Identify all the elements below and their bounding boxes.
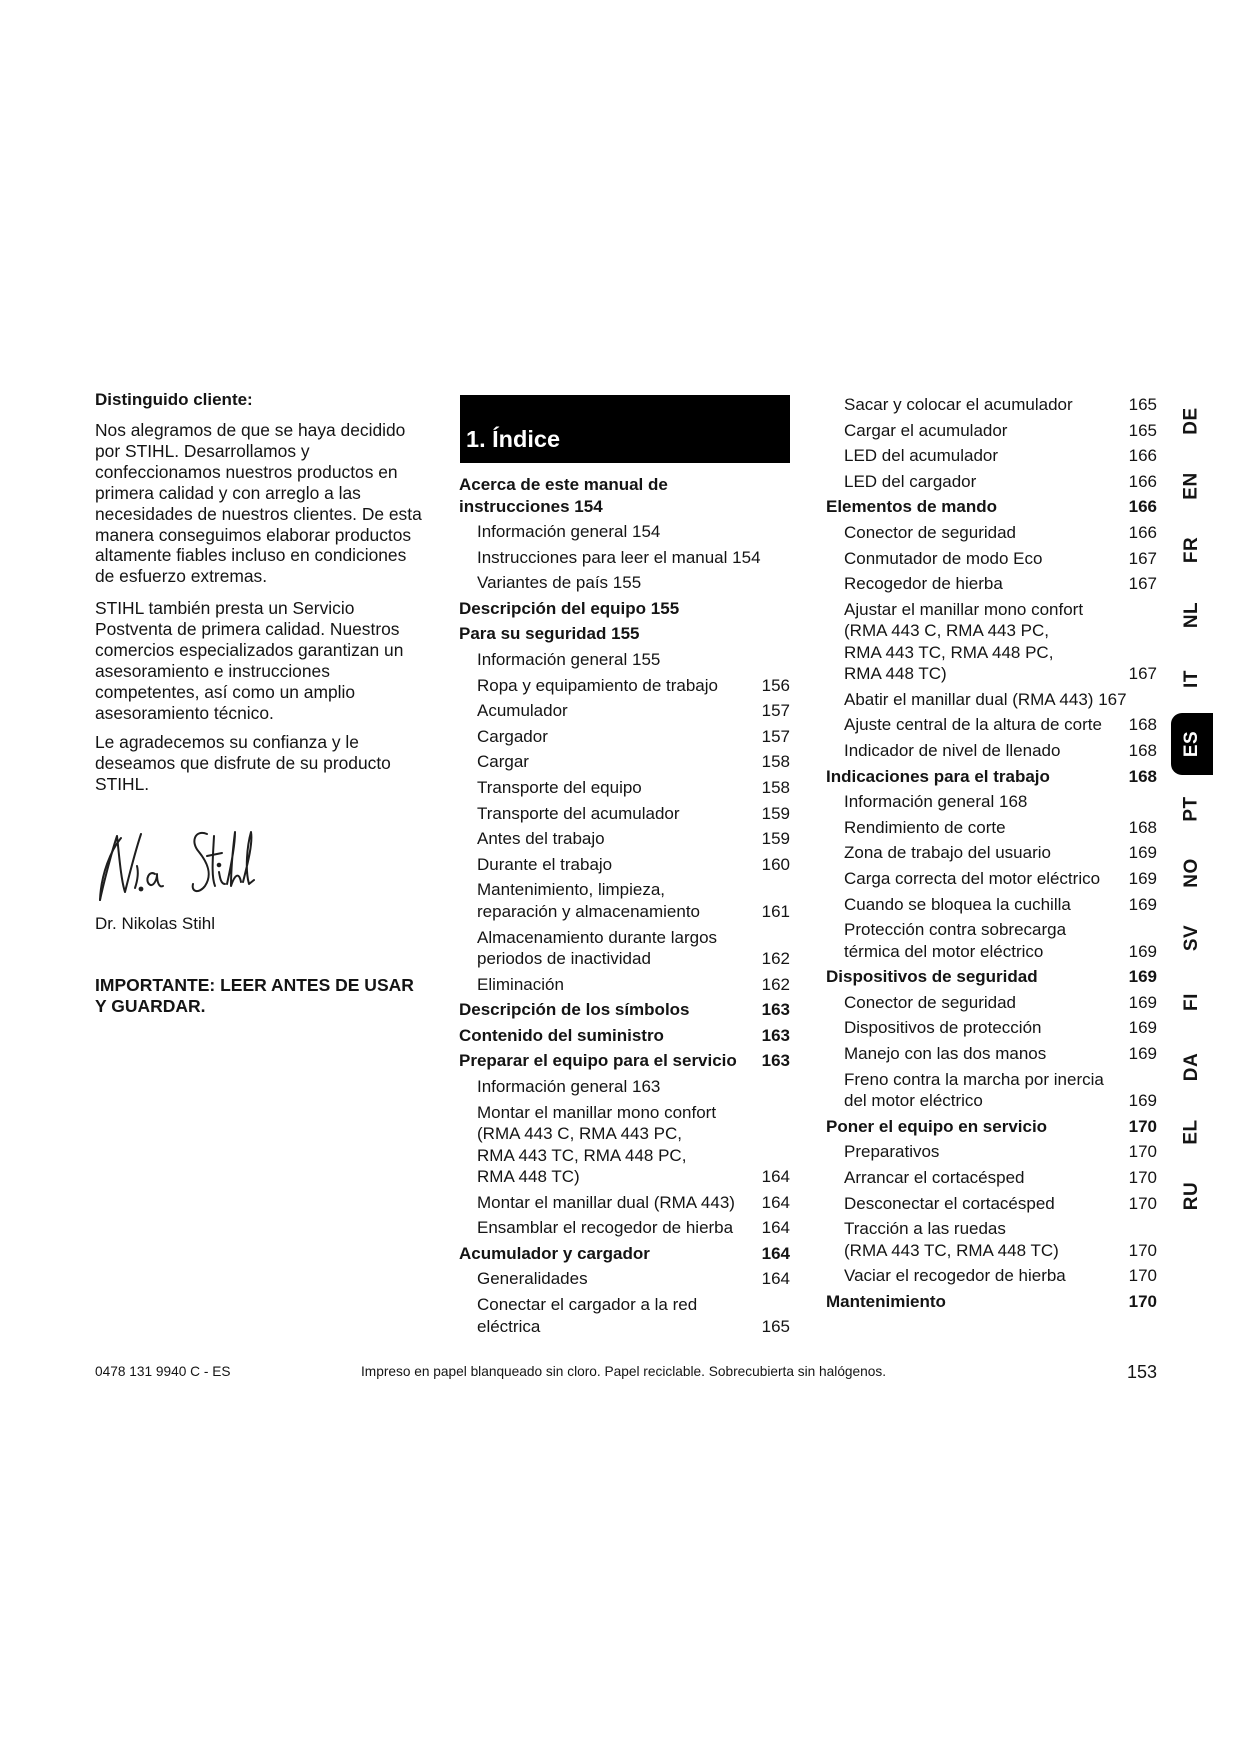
- toc-entry-title: Rendimiento de corte: [844, 817, 1006, 837]
- toc-subsection: [826, 868, 1157, 890]
- toc-entry-title: Protección contra sobrecarga térmica del motor eléctrico: [844, 920, 1067, 961]
- toc-entry-title: Desconectar el cortacésped: [844, 1193, 1055, 1213]
- toc-subsection: [826, 894, 1157, 916]
- toc-entry-page: 169: [1128, 843, 1157, 863]
- toc-heading-title: 1. Índice: [466, 426, 561, 452]
- toc-subsection: [459, 1294, 790, 1337]
- toc-entry-page: 166: [1128, 522, 1157, 542]
- toc-entry-title: Contenido del suministro: [459, 1025, 664, 1045]
- language-tab-label: FI: [1180, 993, 1202, 1012]
- language-tab-es: [1171, 713, 1213, 775]
- toc-entry-title: Ensamblar el recogedor de hierba: [477, 1218, 734, 1238]
- toc-entry-title: Mantenimiento: [826, 1291, 946, 1311]
- toc-subsection: [459, 777, 790, 799]
- toc-entry-title: LED del cargador: [844, 471, 977, 491]
- toc-entry-page: 168: [1128, 817, 1157, 837]
- toc-entry-title: Preparativos: [844, 1142, 940, 1162]
- toc-entry-page: 167: [1128, 664, 1157, 684]
- toc-entry-page: 168: [1128, 766, 1157, 786]
- toc-subsection: [826, 1069, 1157, 1112]
- toc-subsection: [459, 675, 790, 697]
- letter-paragraph-1: Nos alegramos de que se haya decidido por STIHL. Desarrollamos y confeccionamos nuestros productos en primera calidad y con arreglo a las necesidades de nuestros clientes. De esta manera conseguimos elaborar productos altamente fiables incluso en condiciones de esfuerzo extremas.: [95, 420, 422, 587]
- toc-entry-title: Transporte del equipo: [477, 778, 642, 798]
- language-tab-fi: [1171, 971, 1213, 1033]
- toc-entry-page: 170: [1128, 1240, 1157, 1260]
- toc-subsection: [826, 573, 1157, 595]
- toc-entry-title: Cargar el acumulador: [844, 420, 1008, 440]
- letter-paragraph-3: Le agradecemos su confianza y le deseamos que disfrute de su producto STIHL.: [95, 732, 391, 794]
- toc-section: [826, 1291, 1157, 1313]
- toc-entry-title: Eliminación: [477, 974, 564, 994]
- toc-column-1: [459, 474, 790, 1341]
- toc-subsection: [826, 394, 1157, 416]
- toc-entry-title: Tracción a las ruedas (RMA 443 TC, RMA 448 TC): [844, 1219, 1059, 1260]
- toc-entry-page: 170: [1128, 1266, 1157, 1286]
- toc-subsection: [826, 714, 1157, 736]
- toc-subsection: [459, 1217, 790, 1239]
- toc-entry-page: 157: [761, 726, 790, 746]
- language-tab-en: [1171, 455, 1213, 517]
- toc-subsection: [459, 1268, 790, 1290]
- toc-entry-page: 169: [1128, 992, 1157, 1012]
- toc-entry-title: Información general: [477, 650, 628, 670]
- toc-entry-title: Antes del trabajo: [477, 829, 605, 849]
- toc-entry-title: Ajustar el manillar mono confort (RMA 443 C, RMA 443 PC, RMA 443 TC, RMA 448 PC, RMA 448 TC): [844, 599, 1084, 684]
- toc-entry-title: Descripción del equipo: [459, 598, 647, 618]
- toc-entry-title: Cuando se bloquea la cuchilla: [844, 894, 1071, 914]
- toc-entry-title: Zona de trabajo del usuario: [844, 843, 1051, 863]
- toc-subsection: [826, 1043, 1157, 1065]
- toc-subsection: [459, 726, 790, 748]
- toc-entry-title: Conectar el cargador a la red eléctrica: [477, 1295, 698, 1336]
- toc-subsection: [459, 700, 790, 722]
- toc-entry-page: 169: [1128, 941, 1157, 961]
- toc-entry-title: Preparar el equipo para el servicio: [459, 1051, 737, 1071]
- toc-subsection: [826, 522, 1157, 544]
- toc-subsection: [826, 842, 1157, 864]
- language-tab-de: [1171, 390, 1213, 452]
- toc-entry-page: 160: [761, 854, 790, 874]
- toc-subsection: [459, 974, 790, 996]
- toc-entry-title: Carga correcta del motor eléctrico: [844, 869, 1101, 888]
- toc-entry-page: 166: [1128, 446, 1157, 466]
- toc-entry-page: 164: [761, 1243, 790, 1263]
- toc-entry-title: Abatir el manillar dual (RMA 443): [844, 689, 1094, 709]
- toc-entry-title: Poner el equipo en servicio: [826, 1116, 1048, 1136]
- language-tab-label: DE: [1181, 407, 1202, 435]
- toc-subsection: [826, 1265, 1157, 1287]
- toc-entry-page: 164: [761, 1192, 790, 1212]
- language-tab-label: PT: [1181, 795, 1202, 822]
- toc-entry-page: 163: [761, 1000, 790, 1020]
- toc-entry-page: 163: [761, 1025, 790, 1045]
- toc-entry-page: 167: [1128, 574, 1157, 594]
- toc-subsection: [459, 649, 790, 671]
- toc-entry-title: Cargador: [477, 726, 548, 746]
- toc-entry-title: Conmutador de modo Eco: [844, 548, 1043, 568]
- toc-entry-page: 166: [1128, 471, 1157, 491]
- language-tab-label: EN: [1181, 471, 1202, 500]
- language-tab-label: SV: [1180, 924, 1202, 951]
- toc-subsection: [459, 547, 790, 569]
- toc-entry-page: 165: [1128, 395, 1157, 414]
- toc-subsection: [826, 548, 1157, 570]
- toc-entry-title: Información general: [844, 792, 995, 812]
- toc-entry-page: 154: [732, 547, 761, 567]
- toc-entry-title: Descripción de los símbolos: [459, 1000, 690, 1020]
- toc-entry-title: Conector de seguridad: [844, 522, 1017, 542]
- toc-entry-page: 167: [1098, 689, 1127, 709]
- toc-section: [459, 1025, 790, 1047]
- toc-entry-title: LED del acumulador: [844, 446, 999, 466]
- toc-entry-title: Acumulador: [477, 701, 568, 721]
- toc-subsection: [826, 689, 1157, 711]
- toc-subsection: [459, 572, 790, 594]
- language-tab-el: [1171, 1101, 1213, 1163]
- toc-subsection: [459, 521, 790, 543]
- toc-entry-page: 162: [761, 974, 790, 994]
- toc-entry-title: Almacenamiento durante largos periodos de inactividad: [477, 927, 718, 968]
- toc-entry-page: 168: [1128, 715, 1157, 735]
- toc-section: [826, 1116, 1157, 1138]
- toc-subsection: [459, 854, 790, 876]
- toc-subsection: [459, 1102, 790, 1188]
- toc-subsection: [826, 791, 1157, 813]
- toc-subsection: [826, 992, 1157, 1014]
- toc-entry-title: Sacar y colocar el acumulador: [844, 395, 1073, 414]
- toc-entry-page: 165: [1128, 420, 1157, 440]
- toc-entry-page: 154: [574, 496, 603, 516]
- toc-entry-page: 169: [1128, 1018, 1157, 1038]
- toc-section: [826, 496, 1157, 518]
- toc-entry-title: Montar el manillar dual (RMA 443): [477, 1192, 735, 1212]
- toc-subsection: [826, 1193, 1157, 1215]
- toc-entry-title: Freno contra la marcha por inercia del motor eléctrico: [844, 1069, 1104, 1111]
- toc-section: [826, 966, 1157, 988]
- toc-entry-page: 168: [999, 792, 1028, 812]
- language-tab-label: NL: [1180, 601, 1202, 628]
- language-tab-label: IT: [1180, 670, 1202, 689]
- toc-entry-title: Acerca de este manual de instrucciones: [459, 475, 668, 516]
- toc-column-2: [826, 394, 1157, 1316]
- toc-entry-title: Transporte del acumulador: [477, 803, 680, 823]
- toc-entry-page: 158: [761, 752, 790, 772]
- toc-section: [459, 1243, 790, 1265]
- toc-entry-page: 155: [611, 624, 640, 644]
- language-tab-pt: [1171, 778, 1213, 840]
- toc-entry-page: 163: [632, 1076, 661, 1096]
- toc-entry-page: 162: [761, 949, 790, 968]
- toc-subsection: [826, 445, 1157, 467]
- toc-subsection: [826, 1017, 1157, 1039]
- toc-entry-page: 156: [761, 675, 790, 695]
- toc-entry-page: 170: [1128, 1291, 1157, 1311]
- language-tab-it: [1171, 648, 1213, 710]
- salutation: Distinguido cliente:: [95, 390, 253, 409]
- toc-entry-title: Ropa y equipamiento de trabajo: [477, 675, 718, 695]
- toc-entry-page: 167: [1128, 548, 1157, 568]
- language-tab-label: ES: [1180, 730, 1202, 758]
- page-number: 153: [1126, 1362, 1157, 1382]
- language-tab-nl: [1171, 584, 1213, 646]
- toc-entry-title: Durante el trabajo: [477, 854, 613, 874]
- toc-subsection: [826, 420, 1157, 442]
- toc-subsection: [459, 751, 790, 773]
- toc-subsection: [826, 740, 1157, 762]
- toc-entry-page: 164: [761, 1218, 790, 1238]
- toc-entry-title: Mantenimiento, limpieza, reparación y almacenamiento: [477, 880, 701, 921]
- toc-entry-title: Instrucciones para leer el manual: [477, 547, 728, 567]
- toc-entry-title: Indicaciones para el trabajo: [826, 766, 1050, 786]
- toc-entry-page: 169: [1128, 1044, 1157, 1064]
- toc-entry-title: Indicador de nivel de llenado: [844, 741, 1061, 761]
- language-tab-sv: [1171, 907, 1213, 969]
- toc-entry-page: 161: [761, 901, 790, 921]
- toc-entry-title: Conector de seguridad: [844, 992, 1017, 1012]
- toc-entry-page: 169: [1128, 894, 1157, 914]
- toc-entry-page: 169: [1128, 1091, 1157, 1111]
- toc-entry-page: 155: [650, 598, 680, 618]
- toc-entry-page: 170: [1128, 1116, 1157, 1136]
- important-notice: IMPORTANTE: LEER ANTES DE USAR Y GUARDAR.: [95, 975, 414, 1016]
- toc-entry-page: 169: [1128, 869, 1157, 888]
- language-tab-label: RU: [1180, 1181, 1202, 1211]
- toc-section: [459, 1050, 790, 1072]
- language-tab-label: FR: [1180, 537, 1202, 564]
- toc-entry-page: 159: [761, 803, 790, 823]
- toc-subsection: [826, 1141, 1157, 1163]
- toc-section: [459, 474, 790, 517]
- toc-entry-page: 170: [1128, 1193, 1157, 1213]
- language-tab-label: NO: [1181, 858, 1202, 888]
- toc-subsection: [826, 1167, 1157, 1189]
- toc-entry-title: Elementos de mando: [826, 497, 997, 517]
- toc-subsection: [826, 1218, 1157, 1261]
- toc-section: [459, 999, 790, 1021]
- toc-entry-page: 164: [761, 1269, 790, 1289]
- language-tab-fr: [1171, 519, 1213, 581]
- letter-paragraph-2: STIHL también presta un Servicio Postventa de primera calidad. Nuestros comercios especializados garantizan un asesoramiento e instrucciones competentes, así como un amplio asesoramiento técnico.: [95, 598, 404, 723]
- toc-entry-title: Información general: [477, 1076, 628, 1096]
- toc-subsection: [826, 919, 1157, 962]
- signature: [95, 826, 255, 910]
- toc-subsection: [459, 803, 790, 825]
- toc-entry-title: Ajuste central de la altura de corte: [844, 715, 1102, 735]
- toc-entry-page: 164: [761, 1167, 790, 1187]
- toc-section: [459, 598, 790, 620]
- toc-entry-page: 170: [1128, 1167, 1157, 1187]
- toc-entry-page: 155: [632, 650, 661, 670]
- toc-subsection: [459, 1192, 790, 1214]
- toc-entry-page: 169: [1128, 967, 1157, 987]
- toc-section: [459, 623, 790, 645]
- toc-entry-page: 165: [761, 1316, 790, 1336]
- toc-entry-page: 168: [1128, 741, 1157, 761]
- toc-subsection: [826, 817, 1157, 839]
- toc-entry-page: 166: [1128, 497, 1157, 517]
- signatory-name: Dr. Nikolas Stihl: [95, 914, 215, 933]
- toc-entry-title: Montar el manillar mono confort (RMA 443 C, RMA 443 PC, RMA 443 TC, RMA 448 PC, RMA 448 TC): [477, 1102, 717, 1187]
- document-code: 0478 131 9940 C - ES: [95, 1364, 231, 1379]
- toc-subsection: [826, 471, 1157, 493]
- toc-entry-title: Dispositivos de protección: [844, 1018, 1042, 1038]
- toc-entry-page: 157: [761, 701, 790, 721]
- language-tab-da: [1171, 1036, 1213, 1098]
- toc-entry-title: Recogedor de hierba: [844, 574, 1003, 594]
- toc-entry-title: Información general: [477, 522, 628, 542]
- toc-entry-page: 155: [612, 573, 642, 593]
- toc-entry-title: Vaciar el recogedor de hierba: [844, 1266, 1066, 1286]
- toc-heading-bar: [460, 395, 790, 463]
- toc-subsection: [459, 1076, 790, 1098]
- toc-subsection: [459, 879, 790, 922]
- toc-entry-page: 163: [761, 1051, 790, 1071]
- toc-subsection: [826, 599, 1157, 685]
- language-tab-label: DA: [1180, 1052, 1202, 1082]
- toc-entry-title: Variantes de país: [477, 573, 609, 593]
- language-tab-label: EL: [1181, 1118, 1202, 1145]
- toc-subsection: [459, 927, 790, 970]
- print-note: Impreso en papel blanqueado sin cloro. Papel reciclable. Sobrecubierta sin halógenos.: [361, 1364, 887, 1379]
- toc-entry-title: Cargar: [477, 752, 529, 772]
- language-tab-ru: [1171, 1165, 1213, 1227]
- toc-entry-page: 154: [632, 522, 661, 542]
- toc-subsection: [459, 828, 790, 850]
- toc-entry-page: 170: [1128, 1142, 1157, 1162]
- toc-entry-page: 158: [761, 778, 790, 798]
- toc-section: [826, 766, 1157, 788]
- welcome-letter: [95, 0, 447, 1100]
- toc-entry-title: Manejo con las dos manos: [844, 1044, 1047, 1064]
- toc-entry-title: Generalidades: [477, 1269, 588, 1289]
- toc-entry-title: Acumulador y cargador: [459, 1243, 650, 1263]
- language-tab-no: [1171, 842, 1213, 904]
- toc-entry-page: 159: [761, 829, 790, 849]
- toc-entry-title: Dispositivos de seguridad: [826, 967, 1038, 987]
- toc-entry-title: Para su seguridad: [459, 624, 607, 644]
- toc-entry-title: Arrancar el cortacésped: [844, 1167, 1025, 1187]
